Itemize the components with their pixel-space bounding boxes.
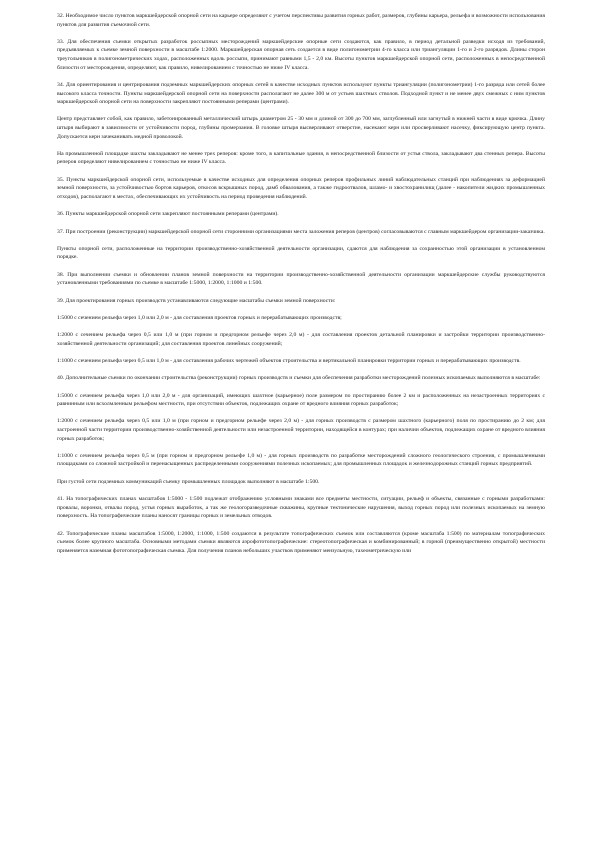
paragraph: 1:1000 с сечением рельефа через 0,5 или 1,0 м - для составления рабочих чертежей объектов строительства и вертикальной планировки территории горных и перерабатывающих производств. <box>57 357 521 364</box>
document-page <box>57 12 545 564</box>
paragraph: 32. Необходимое число пунктов маркшейдерской опорной сети на карьере определяют с учетом перспективы развития горных работ, размеров, глубины карьера, рельефа и возможности использования пунктов для развития съемочной сети. <box>57 13 545 28</box>
paragraph: 1:1000 с сечением рельефа через 0,5 м (при горном и предгорном рельефе 1,0 м) - для горных производств по разработке месторождений сложного геологического строения, с промышленными площадками со сложной застройкой и перенасыщенных распределенными сооружениями полезных ископаемых; для промышленных площадок и железнодорожных станций горных предприятий. <box>57 452 545 468</box>
paragraph: Пункты опорной сети, расположенные на территории производственно-хозяйственной деятельности организации, сдаются для наблюдения за сохранностью этой организации в установленном порядке. <box>57 245 545 261</box>
paragraph: 39. Для проектирования горных производств устанавливаются следующие масштабы съемки земной поверхности: <box>57 297 336 304</box>
paragraph: 1:5000 с сечением рельефа через 1,0 или 2,0 м - для составления проектов горных и перерабатывающих производств; <box>57 314 342 321</box>
paragraph: 42. Топографические планы масштабов 1:5000, 1:2000, 1:1000, 1:500 создаются в результате топографических съемок или составляются (кроме масштаба 1:500) по материалам топографических съемок более крупного масштаба. Основными методами съемки являются аэрофототопографические: стереотопографическая и комбинированный; в горной (преимущественно открытой) местности применяется наземная фототопографическая съемка. Для получения планов небольших участков применяют мензульную, тахеометрическую или <box>57 530 545 554</box>
paragraph: 40. Дополнительные съемки по окончании строительства (реконструкции) горных производств и съемки для обеспечения разработки месторождений полезных ископаемых выполняются в масштабе: <box>57 375 541 382</box>
paragraph: 35. Пункты маркшейдерской опорной сети, используемые в качестве исходных для определения опорных реперов профильных линий наблюдательных станций при наблюдениях за деформацией земной поверхности, за устойчивостью бортов карьеров, откосов вскрышных пород, дамб обвалования, а также гидроотвалов, шламо- и хвостохранилищ (далее - накопители жидких промышленных отходов), располагают в местах, обеспечивающих их устойчивость на период проведения наблюдений. <box>57 176 545 200</box>
paragraph: Центр представляет собой, как правило, забетонированный металлический штырь диаметром 25 - 30 мм и длиной от 300 до 700 мм, заглубленный или загнутый в нижней части в виде крючка. Длину штыря выбирают в зависимости от устойчивости пород, глубины промерзания. В головке штыря высверливают отверстие, насекают керн или просверливают насечку, фиксирующую центр пункта. Допускается керн зачеканивать медной проволокой. <box>57 116 545 140</box>
paragraph: 1:5000 с сечением рельефа через 1,0 или 2,0 м - для организаций, имеющих шахтное (карьерное) поле размером по простиранию более 2 км и расположенных на незастроенных территориях с равнинным или всхолмленным рельефом местности, при отсутствии объектов, подлежащих охране от вредного влияния горных разработок; <box>57 392 545 408</box>
paragraph: 37. При построении (реконструкции) маркшейдерской опорной сети сторонними организациями места заложения реперов (центров) согласовываются с главным маркшейдером организации-заказчика. <box>57 228 545 235</box>
paragraph: 36. Пункты маркшейдерской опорной сети закрепляют постоянными реперами (центрами). <box>57 211 279 218</box>
paragraph: 41. На топографических планах масштабов 1:5000 - 1:500 подлежат отображению условными знаками все предметы местности, ситуации, рельеф и объекты, связанные с горными разработками: провалы, воронки, отвалы пород, устья горных выработок, а так же геологоразведочные скважины, крупные тектонические нарушения, выход горных пород или полезных ископаемых на земную поверхность. На топографические планы наносят границы горных и земельных отводов. <box>57 496 545 520</box>
paragraph: При густой сети подземных коммуникаций съемку промышленных площадок выполняют в масштабе 1:500. <box>57 478 320 485</box>
paragraph: 34. Для ориентирования и центрирования подземных маркшейдерских опорных сетей в качестве исходных пунктов используют пункты триангуляции (полигонометрии) 1-го разряда или сетей более высокого класса точности. Пункты маркшейдерской опорной сети на поверхности располагают не далее 300 м от устьев шахтных стволов. Подходной пункт и не менее двух смежных с ним пунктов маркшейдерской опорной сети на поверхности закрепляют постоянными реперами (центрами). <box>57 81 545 106</box>
paragraph: 1:2000 с сечением рельефа через 0,5 или 1,0 м (при горном и предгорном рельефе через 2,0 м) - для горных производств с размером шахтного (карьерного) поля по простиранию до 2 км; для застроенной части территории производственно-хозяйственной деятельности или незастроенной территории, находящейся в контурах; при наличии объектов, подлежащих охране от вредного влияния горных разработок; <box>57 418 545 442</box>
paragraph: 33. Для обеспечения съемки открытых разработок россыпных месторождений маркшейдерские опорные сети создаются, как правило, в период детальной разведки исходя из требований, предъявляемых к съемке земной поверхности в масштабе 1:2000. Маркшейдерская опорная сеть создается в виде полигонометрии 4-го класса или триангуляции 1-го и 2-го разрядов. Длины сторон треугольников в полигонометрических ходах, расположенных вдоль россыпи, принимают равными 1,5 - 2,0 км. Высоты пунктов маркшейдерской опорной сети, расположенных в непосредственной близости от месторождения, определяют, как правило, нивелированием с точностью не ниже IV класса. <box>57 38 545 71</box>
paragraph: На промышленной площадке шахты закладывают не менее трех реперов: кроме того, в капитальные здания, в непосредственной близости от устья ствола, закладывают два стенных репера. Высоты реперов определяют нивелированием с точностью не ниже IV класса. <box>57 150 545 166</box>
paragraph: 1:2000 с сечением рельефа через 0,5 или 1,0 м (при горном и предгорном рельефе через 2,0 м) - для составления проектов детальной планировки и застройки территории производственно-хозяйственной деятельности организаций; для составления проектов линейных сооружений; <box>57 332 545 347</box>
paragraph: 38. При выполнении съемки и обновлении планов земной поверхности на территории производственно-хозяйственной деятельности организации маркшейдерские службы руководствуются установленными требованиями по съемке в масштабе 1:5000, 1:2000, 1:1000 и 1:500. <box>57 271 545 287</box>
